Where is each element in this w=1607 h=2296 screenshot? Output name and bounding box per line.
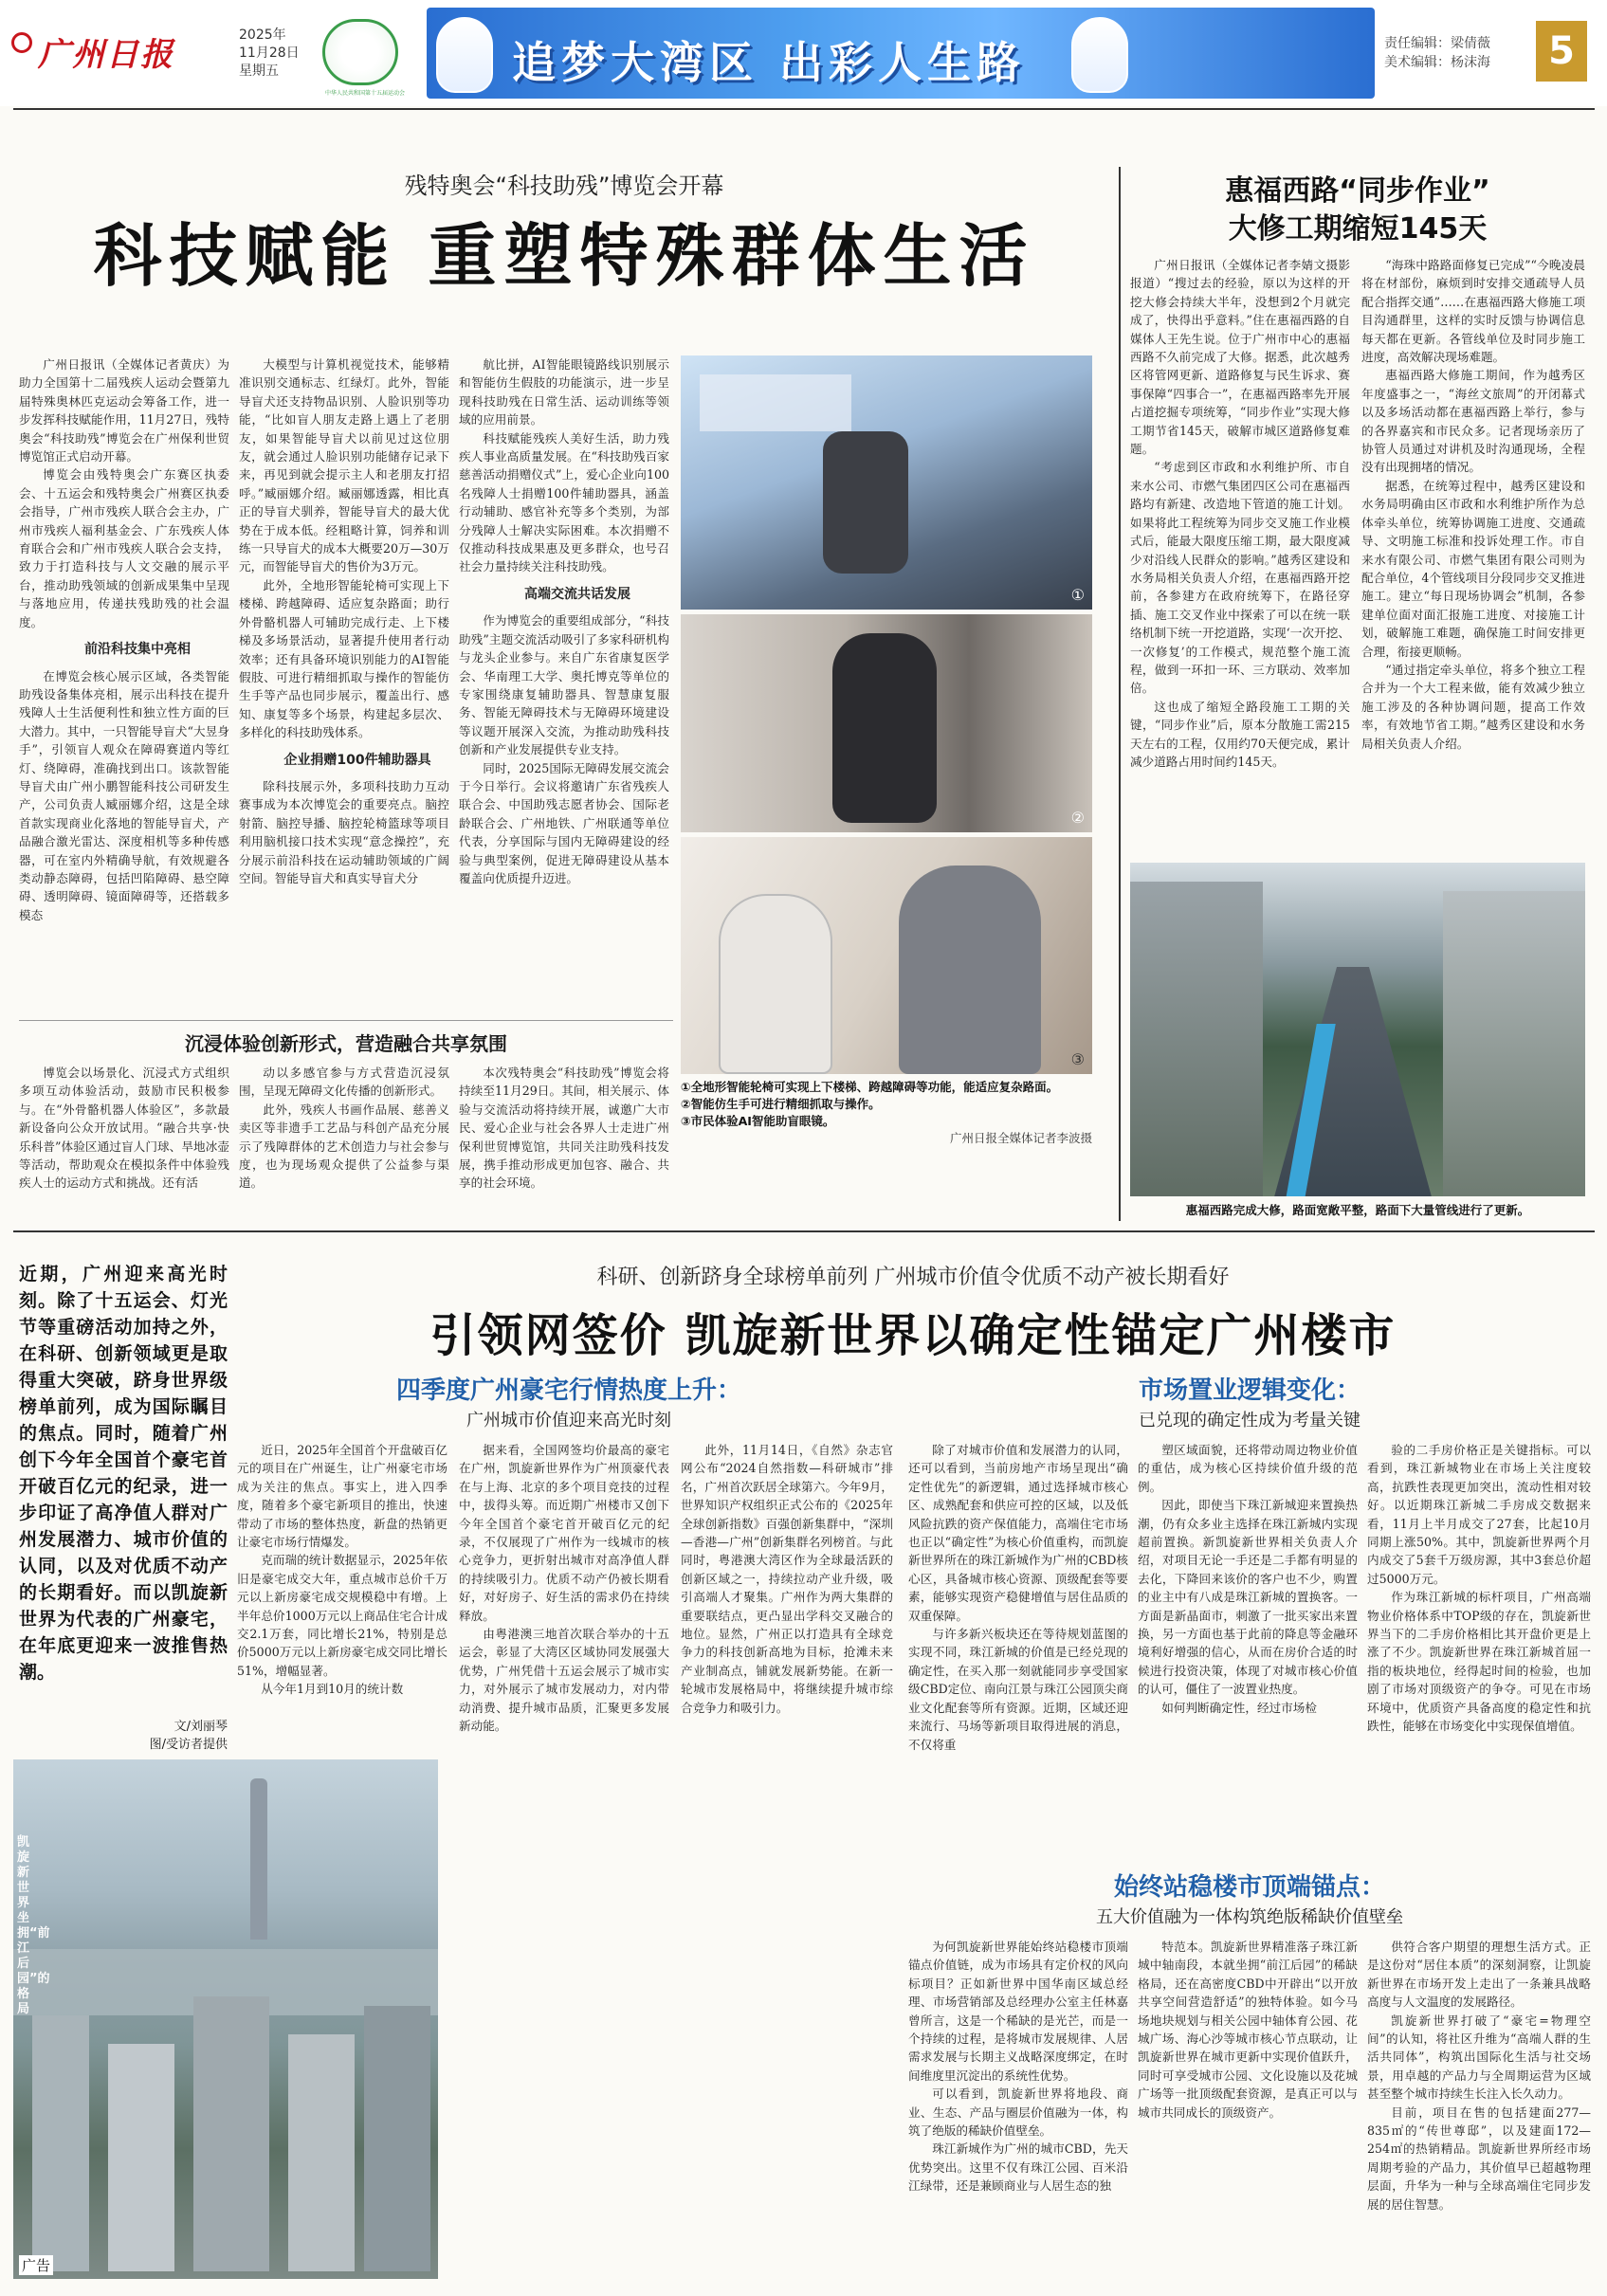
article1-col2: 大模型与计算机视觉技术，能够精准识别交通标志、红绿灯。此外，智能导盲犬还支持物品识别、人脸识别等功能，“比如盲人朋友走路上遇上了老朋友，如果智能导盲犬以前见过这位朋友，就会通过人脸识别功能储存记录下来，再见到就会提示主人和老朋友打招呼。”臧丽娜介绍。臧丽娜透露，相比真正的导盲犬驯养，智能导盲犬的最大优势在于成本低。经粗略计算，饲养和训练一只导盲犬的成本大概要20万—30万元，而智能导盲犬的售价为3万元。 此外，全地形智能轮椅可实现上下楼梯、跨越障碍、适应复杂路面；助行外骨骼机器人可辅助完成行走、上下楼梯及多场景活动，显著提升使用者行动效率；还有具备环境识别能力的AI智能假肢、可进行精细抓取与操作的智能仿生手等产品也同步展示，覆盖出行、感知、康复等多个场景，构建起多层次、多样化的科技助残体系。 企业捐赠100件辅助器具 除科技展示外，多项科技助力互动赛事成为本次博览会的重要亮点。脑控射箭、脑控导播、脑控轮椅篮球等项目利用脑机接口技术实现“意念操控”，充分展示前沿科技在运动辅助领域的广阔空间。智能导盲犬和真实导盲犬分 [239, 357, 449, 885]
section-rule [13, 1230, 1595, 1232]
article3-headline: 引领网签价 凯旋新世界以确定性锚定广州楼市 [429, 1309, 1397, 1362]
photo-road [1130, 863, 1585, 1196]
article1-section-title: 沉浸体验创新形式，营造融合共享氛围 [19, 1020, 673, 1056]
masthead [0, 0, 1607, 106]
article3-sec3-title: 始终站稳楼市顶端锚点： [1113, 1873, 1385, 1902]
photo-bionic-hand: ② [681, 614, 1092, 832]
paper-name: 广州日报 [38, 36, 174, 74]
article1-col1: 广州日报讯（全媒体记者黄庆）为助力全国第十二届残疾人运动会暨第九届特殊奥林匹克运动会筹备工作，进一步发挥科技赋能作用，11月27日，残特奥会“科技助残”博览会在广州保利世贸博览馆正式启动开幕。 博览会由残特奥会广东赛区执委会、十五运会和残特奥会广州赛区执委会指导，广州市残疾人联合会主办，广州市残疾人福利基金会、广东残疾人体育联合会和广州市残疾人联合会支持，致力于打造科技与人文交融的展示平台，推动助残领域的创新成果集中呈现与落地应用，传递扶残助残的社会温度。 前沿科技集中亮相 在博览会核心展示区域，各类智能助残设备集体亮相，展示出科技在提升残障人士生活便利性和独立性方面的巨大潜力。其中，一只智能导盲犬“大昱身手”，引领盲人观众在障碍赛道内等红灯、绕障碍，准确找到出口。该款智能导盲犬由广州小鹏智能科技公司研发生产，公司负责人臧丽娜介绍，这是全球首款实现商业化落地的智能导盲犬，产品融合激光雷达、深度相机等多种传感器，可在室内外精确导航，有效规避各类动静态障碍，包括凹陷障碍、悬空障碍、透明障碍、镜面障碍等，还搭载多模态 [19, 357, 229, 922]
article3-byline: 文/刘丽琴 图/受访者提供 [149, 1720, 228, 1752]
article2-col1: 广州日报讯（全媒体记者李婧文摄影报道）“搜过去的经验，原以为这样的开挖大修会持续大半年，没想到2个月就完成了，快得出乎意料。”住在惠福西路的自媒体人王先生说。位于广州市中心的惠福西路不久前完成了大修。据悉，此次越秀区将管网更新、道路修复与民生诉求、赛事保障“四事合一”，在惠福西路率先开展占道挖掘专项统筹，“同步作业”实现大修工期节省145天，破解市城区道路修复难题。 “考虑到区市政和水利维护所、市自来水公司、市燃气集团四区公司在惠福西路均有新建、改造地下管道的施工计划。如果将此工程统筹为同步交叉施工作业模式后，能最大限度压缩工期，最大限度减少对沿线人民群众的影响。”越秀区建设和水务局相关负责人介绍，在惠福西路开挖前，各参建方在政府统筹下，在路径穿插、施工交叉作业中探索了可以在统一联络机制下统一开挖道路，实现‘一次开挖、一次修复’的工作模式，规范整个施工流程，做到一环扣一环、三方联动、效率加倍。 这也成了缩短全路段施工工期的关键，“同步作业”后，原本分散施工需215天左右的工程，仅用约70天便完成，累计减少道路占用时间约145天。 [1130, 258, 1350, 769]
article2-headline-line2: 大修工期缩短145天 [1228, 212, 1488, 246]
article3-sec1-col3: 此外，11月14日，《自然》杂志官网公布“2024自然指数—科研城市”排名，广州首次跃居全球第六。今年9月，世界知识产权组织正式公布的《2025年全球创新指数》百强创新集群中，“深圳—香港—广州”创新集群名列榜首。与此同时，粤港澳大湾区作为全球最活跃的创新区域之一，持续拉动产业升级，吸引高端人才聚集。广州作为两大集群的重要联结点，更凸显出学科交叉融合的地位。显然，广州正以打造具有全球竞争力的科技创新高地为目标，抢滩未来产业制高点，铺就发展新势能。在新一轮城市发展格局中，将继续提升城市综合竞争力和吸引力。 [681, 1443, 893, 1715]
article3-lead: 近期，广州迎来高光时刻。除了十五运会、灯光节等重磅活动加持之外，在科研、创新领域更是取得重大突破，跻身世界级榜单前列，成为国际瞩目的焦点。同时，随着广州创下今年全国首个豪宅首开破百亿元的纪录，进一步印证了高净值人群对广州发展潜力、城市价值的认同，以及对优质不动产的长期看好。而以凯旋新世界为代表的广州豪宅，在年底更迎来一波推售热潮。 [19, 1264, 228, 1683]
article3-sec3-subtitle: 五大价值融为一体构筑绝版稀缺价值壁垒 [1096, 1907, 1403, 1927]
article1-kicker: 残特奥会“科技助残”博览会开幕 [404, 173, 724, 199]
page-number: 5 [1536, 21, 1587, 82]
article3-sec2-col3: 验的二手房价格正是关键指标。可以看到，珠江新城物业在市场上关注度较高，抗跌性表现更加突出，流动性相对较好。以近期珠江新城二手房成交数据来看，11月上半月成交了27套，比起10月同期上涨50%。其中，凯旋新世界两个月内成交了5套千万级房源，其中3套总价超过5000万元。 作为珠江新城的标杆项目，广州高端物业价格体系中TOP级的存在，凯旋新世界当下的二手房价格相比其开盘价更是上涨了不少。凯旋新世界在珠江新城首屈一指的板块地位，经得起时间的检验，也加剧了市场对顶级资产的争夺。可见在市场环境中，优质资产具备高度的稳定性和抗跌性，能够在市场变化中实现保值增值。 [1367, 1443, 1591, 1734]
paper-logo-icon [11, 32, 32, 53]
article3-sec1-subtitle: 广州城市价值迎来高光时刻 [466, 1411, 671, 1430]
article1-col3: 航比拼，AI智能眼镜路线识别展示和智能仿生假肢的功能演示，进一步呈现科技助残在日常生活、运动训练等领域的应用前景。 科技赋能残疾人美好生活，助力残疾人事业高质量发展。在“科技助残百家慈善活动捐赠仪式”上，爱心企业向100名残障人士捐赠100件辅助器具，涵盖行动辅助、感官补充等多个类别，为部分残障人士解决实际困难。本次捐赠不仅推动科技成果惠及更多群众，也号召社会力量持续关注科技助残。 高端交流共话发展 作为博览会的重要组成部分，“科技助残”主题交流活动吸引了多家科研机构与龙头企业参与。来自广东省康复医学会、华南理工大学、奥托博克等单位的专家围绕康复辅助器具、智慧康复服务、智能无障碍技术与无障碍环境建设等议题开展深入交流，为推动助残科技创新和产业发展提供专业支持。 同时，2025国际无障碍发展交流会于今日举行。会议将邀请广东省残疾人联合会、中国助残志愿者协会、国际老龄联合会、广州地铁、广州联通等单位代表，分享国际与国内无障碍建设的经验与典型案例，促进无障碍建设从基本覆盖向优质提升迈进。 [459, 357, 669, 885]
mascot-right-icon [1071, 17, 1128, 93]
column-divider [1119, 167, 1121, 1221]
article2-caption: 惠福西路完成大修，路面宽敞平整，路面下大量管线进行了更新。 [1185, 1203, 1530, 1217]
article2-headline-line1: 惠福西路“同步作业” [1225, 174, 1490, 208]
masthead-rule [13, 108, 1595, 110]
editors: 责任编辑：梁倩薇 美术编辑：杨沫海 [1384, 36, 1490, 70]
issue-date: 2025年 11月28日 星期五 [239, 27, 300, 79]
article2-col2: “海珠中路路面修复已完成”“今晚凌晨将在材部份，麻烦到时安排交通疏导人员配合指挥交通”……在惠福西路大修施工项目沟通群里，这样的实时反馈与协调信息每天都在更新。各管线单位及时同步施工进度，高效解决现场难题。 惠福西路大修施工期间，作为越秀区年度盛事之一，“海丝文旅周”的开闭幕式以及多场活动都在惠福西路上举行，参与的各界嘉宾和市民众多。记者现场亲历了协管人员通过对讲机及时沟通现场，全程没有出现拥堵的情况。 据悉，在统筹过程中，越秀区建设和水务局明确由区市政和水利维护所作为总体牵头单位，统筹协调施工进度、交通疏导、文明施工标准和投诉处理工作。市自来水有限公司、市燃气集团有限公司则为配合单位，4个管线项目分段同步交叉推进施工。建立“每日现场协调会”机制，各参建单位面对面汇报施工进度、对接施工计划，破解施工难题，确保施工时间安排更合理，衔接更顺畅。 “通过指定牵头单位，将多个独立工程合并为一个大工程来做，能有效减少独立施工涉及的各种协调问题，提高工作效率，有效地节省工期。”越秀区建设和水务局相关负责人介绍。 [1361, 258, 1585, 751]
games-logo-icon: 中华人民共和国第十五届运动会 [322, 19, 398, 85]
photo-skyline: 凯旋新世界坐拥“前江后园”的格局 广告 [13, 1759, 438, 2279]
article3-sec3-col1: 为何凯旋新世界能始终站稳楼市顶端锚点价值链，成为市场具有定价权的风向标项目？正如新世界中国华南区域总经理、市场营销部及总经理办公室主任林嘉曾所言，这是一个稀缺的是光芒，而是一个持续的过程，是将城市发展规律、人居需求发展与长期主义战略深度绑定，在时间维度里沉淀出的系统性优势。 可以看到，凯旋新世界将地段、商业、生态、产品与圈层价值融为一体，构筑了绝版的稀缺价值壁垒。 珠江新城作为广州的城市CBD，先天优势突出。这里不仅有珠江公园、百米沿江绿带，还是兼顾商业与人居生态的独 [908, 1940, 1128, 2194]
banner-slogan: 追梦大湾区 出彩人生路 [512, 37, 1027, 88]
article1-headline: 科技赋能 重塑特殊群体生活 [93, 216, 1035, 296]
article1-bottom-col3: 本次残特奥会“科技助残”博览会将持续至11月29日。其间，相关展示、体验与交流活动将持续开展，诚邀广大市民、爱心企业与社会各界人士走进广州保利世贸博览馆，共同关注助残科技发展，携手推动形成更加包容、融合、共享的社会环境。 [459, 1066, 669, 1191]
article3-sec1-title: 四季度广州豪宅行情热度上升： [395, 1376, 741, 1405]
article3-sec1-col1: 近日，2025年全国首个开盘破百亿元的项目在广州诞生，让广州豪宅市场成为关注的焦点。事实上，进入四季度，随着多个豪宅新项目的推出，快速带动了市场的整体热度，新盘的热销更让豪宅市场行情爆发。 克而瑞的统计数据显示，2025年依旧是豪宅成交大年，重点城市总价千万元以上新房豪宅成交规模稳中有增。上半年总价1000万元以上商品住宅合计成交2.1万套，同比增长21%，特别是总价5000万元以上新房豪宅成交同比增长51%，增幅显著。 从今年1月到10月的统计数 [237, 1443, 447, 1697]
article3-sec1-col2: 据来看，全国网签均价最高的豪宅在广州，凯旋新世界作为广州顶豪代表在与上海、北京的多个项目竞技的过程中，拔得头筹。而近期广州楼市又创下今年全国首个豪宅首开破百亿元的纪录，不仅展现了广州作为一线城市的核心竞争力，更折射出城市对高净值人群的持续吸引力。优质不动产仍被长期看好，对好房子、好生活的需求仍在持续释放。 由粤港澳三地首次联合举办的十五运会，彰显了大湾区区域协同发展强大优势，广州凭借十五运会展示了城市实力，对外展示了城市发展动力，对内带动消费、提升城市品质，汇聚更多发展新动能。 [459, 1443, 669, 1734]
article1-subhead-3: 高端交流共话发展 [524, 586, 630, 602]
article3-kicker: 科研、创新跻身全球榜单前列 广州城市价值令优质不动产被长期看好 [596, 1266, 1230, 1289]
article3-sec2-col1: 除了对城市价值和发展潜力的认同，还可以看到，当前房地产市场呈现出“确定性优先”的新逻辑，通过选择城市核心区、成熟配套和供应可控的区域，以及低风险抗跌的资产保值能力，高端住宅市场也正以“确定性”为核心价值重构，而凯旋新世界所在的珠江新城作为广州的CBD核心区，具备城市核心资源、顶级配套等要素，能够实现资产稳健增值与居住品质的双重保障。 与许多新兴板块还在等待规划蓝图的实现不同，珠江新城的价值是已经兑现的确定性，在买入那一刻就能同步享受国家级CBD定位、南向江景与珠江公园顶尖商业文化配套等所有资源。近期，区域还迎来流行、马场等新项目取得进展的消息，不仅将重 [908, 1443, 1128, 1752]
photo-ai-glasses: ③ [681, 837, 1092, 1074]
article3-sec3-col3: 供符合客户期望的理想生活方式。正是这份对“居住本质”的深刻洞察，让凯旋新世界在市场开发上走出了一条兼具战略高度与人文温度的发展路径。 凯旋新世界打破了“豪宅=物理空间”的认知，将社区升维为“高端人群的生活共同体”，构筑出国际化生活与社交场景，用卓越的产品力与全周期运营为区域甚至整个城市持续生长注入长久动力。 目前，项目在售的包括建面277—835㎡的“传世尊邸”，以及建面172—254㎡的热销精品。凯旋新世界所经市场周期考验的产品力，其价值早已超越物理层面，升华为一种与全球高端住宅同步发展的居住智慧。 [1367, 1940, 1591, 2212]
article3-sec3-col2: 特范本。凯旋新世界精准落子珠江新城中轴南段，本就坐拥“前江后园”的稀缺格局，还在高密度CBD中开辟出“以开放共享空间营造舒适”的独特体验。如今马场地块规划与相关公园中轴体育公园、花城广场、海心沙等城市核心节点联动，让凯旋新世界在城市更新中实现价值跃升，同时可享受城市公园、文化设施以及花城广场等一批顶级配套资源，是真正可以与城市共同成长的顶级资产。 [1138, 1940, 1358, 2120]
article1-bottom-col1: 博览会以场景化、沉浸式方式组织多项互动体验活动，鼓励市民积极参与。在“外骨骼机器人体验区”，多款最新设备向公众开放试用。“融合共享·快乐科普”体验区通过盲人门球、旱地冰壶等活动，帮助观众在模拟条件中体验残疾人士的运动方式和挑战。还有活 [19, 1066, 229, 1191]
article1-subhead-2: 企业捐赠100件辅助器具 [283, 752, 431, 768]
article1-bottom-col2: 动以多感官参与方式营造沉浸氛围，呈现无障碍文化传播的创新形式。 此外，残疾人书画作品展、慈善义卖区等非遗手工艺品与科创产品充分展示了残障群体的艺术创造力与社会参与度，也为现场观众提供了公益参与渠道。 [239, 1066, 449, 1191]
article3-sec2-subtitle: 已兑现的确定性成为考量关键 [1139, 1411, 1360, 1430]
article1-subhead-1: 前沿科技集中亮相 [84, 642, 191, 658]
article1-captions: ①全地形智能轮椅可实现上下楼梯、跨越障碍等功能，能适应复杂路面。 ②智能仿生手可进行精细抓取与操作。 ③市民体验AI智能助盲眼镜。 广州日报全媒体记者李波摄 [681, 1080, 1092, 1145]
photo-wheelchair: ① [681, 355, 1092, 610]
article3-sec2-title: 市场置业逻辑变化： [1138, 1376, 1360, 1405]
mascot-left-icon [436, 17, 493, 93]
article3-sec2-col2: 塑区域面貌，还将带动周边物业价值的重估，成为核心区持续价值升级的范例。 因此，即使当下珠江新城迎来置换热潮，仍有众多业主选择在珠江新城内实现超前置换。新凯旋新世界相关负责人介绍，对项目无论一手还是二手都有明显的去化，下降回来该价的客户也不少，购置的业主中有八成是珠江新城的置换客。一方面是新晶面市，刺激了一批买家出来置换，另一方面也基于此前的降息等金融环境利好增强的信心，从而在房价合适的时候进行投资决策，体现了对城市核心价值的认可，僵住了一波置业热度。 如何判断确定性，经过市场检 [1138, 1443, 1358, 1715]
